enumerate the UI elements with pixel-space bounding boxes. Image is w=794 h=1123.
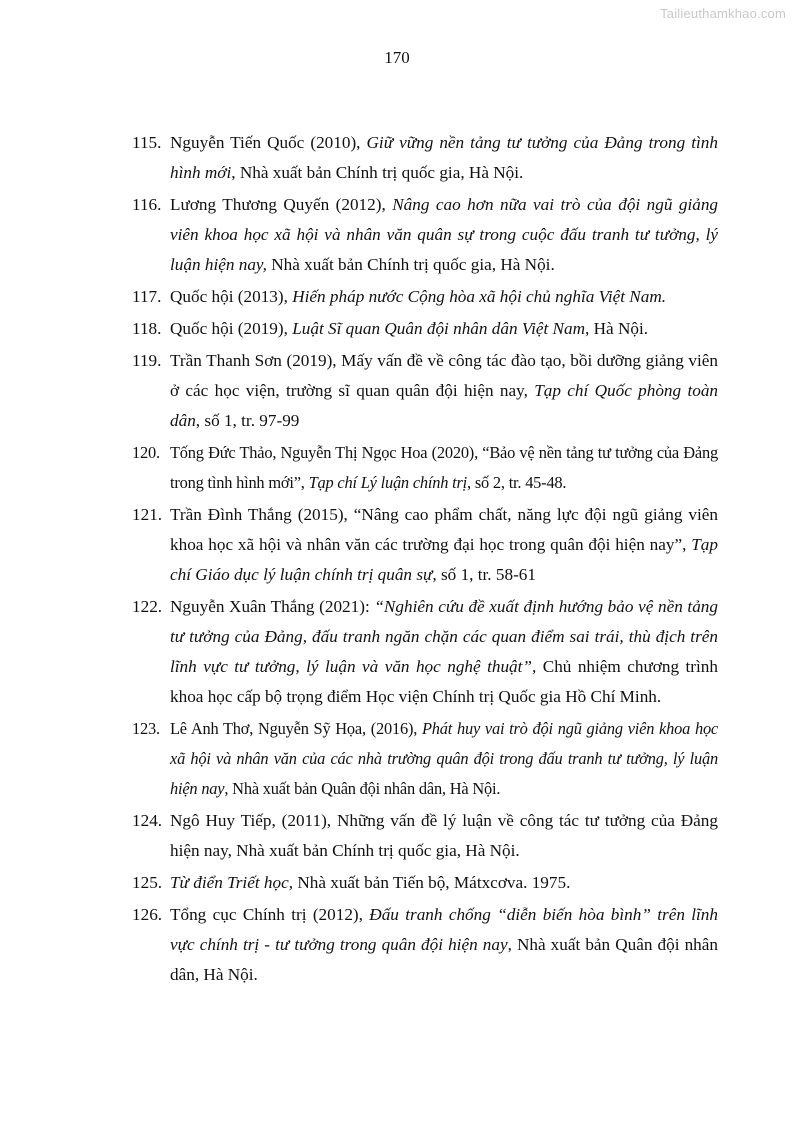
reference-text (170, 190, 718, 280)
reference-entry (132, 714, 718, 804)
reference-text (170, 314, 718, 344)
reference-number: 124. (132, 811, 163, 830)
reference-title-italic: Từ điển Triết học, (170, 873, 294, 892)
reference-text (170, 868, 718, 898)
reference-text-segment: , số 1, tr. 97-99 (195, 411, 300, 430)
reference-text-segment: Nhà xuất bản Chính trị quốc gia, Hà Nội. (266, 255, 555, 274)
reference-text (170, 346, 718, 436)
reference-number: 123. (132, 719, 160, 738)
reference-text-segment: , số 1, tr. 58-61 (432, 565, 536, 584)
reference-entry (132, 438, 718, 498)
reference-text-segment: Quốc hội (2019), (170, 319, 293, 338)
reference-list (132, 128, 718, 992)
reference-text-segment: , Nhà xuất bản Quân đội nhân dân, Hà Nội. (170, 935, 718, 984)
reference-text (170, 128, 718, 188)
reference-text (170, 500, 718, 590)
reference-number: 117. (132, 287, 162, 306)
reference-number: 125. (132, 873, 163, 892)
reference-number: 116. (132, 195, 162, 214)
reference-entry (132, 128, 718, 188)
reference-title-italic: Hiến pháp nước Cộng hòa xã hội chủ nghĩa Việt Nam. (292, 287, 667, 306)
reference-text-segment: Trần Đình Thắng (2015), “Nâng cao phẩm chất, năng lực đội ngũ giảng viên khoa học xã hội và nhân văn các trường đại học trong quân đội hiện nay”, (170, 505, 718, 554)
reference-text-segment: Tống Đức Thảo, Nguyễn Thị Ngọc Hoa (2020), “Bảo vệ nền tảng tư tưởng của Đảng trong tình hình mới”, (170, 443, 718, 492)
reference-text-segment: Lương Thương Quyến (2012), (170, 195, 393, 214)
reference-entry (132, 500, 718, 590)
reference-number: 115. (132, 133, 162, 152)
reference-title-italic: Tạp chí Quốc phòng toàn dân (170, 381, 719, 430)
reference-title-italic: Luật Sĩ quan Quân đội nhân dân Việt Nam (292, 319, 586, 338)
reference-text-segment: Chủ nhiệm chương trình khoa học cấp bộ trọng điểm Học viện Chính trị Quốc gia Hồ Chí Minh. (170, 657, 718, 706)
reference-text-segment: , Nhà xuất bản Chính trị quốc gia, Hà Nội. (231, 163, 524, 182)
reference-number: 121. (132, 505, 163, 524)
reference-text-segment: Quốc hội (2013), (170, 287, 293, 306)
reference-entry (132, 314, 718, 344)
reference-entry (132, 190, 718, 280)
reference-title-italic: Tạp chí Giáo dục lý luận chính trị quân sự (170, 535, 718, 584)
reference-text (170, 900, 718, 990)
reference-text-segment: Nguyễn Xuân Thắng (2021): (170, 597, 375, 616)
reference-text-segment: Tổng cục Chính trị (2012), (170, 905, 370, 924)
reference-entry (132, 592, 718, 712)
reference-number: 118. (132, 319, 162, 338)
reference-text (170, 806, 718, 866)
reference-title-italic: Nâng cao hơn nữa vai trò của đội ngũ giảng viên khoa học xã hội và nhân văn quân sự trong cuộc đấu tranh tư tưởng, lý luận hiện nay, (170, 195, 719, 274)
reference-entry (132, 900, 718, 990)
reference-title-italic: Đấu tranh chống “diễn biến hòa bình” trên lĩnh vực chính trị - tư tưởng trong quân đội hiện nay (170, 905, 718, 954)
reference-text-segment: Nhà xuất bản Tiến bộ, Mátxcơva. 1975. (293, 873, 571, 892)
reference-number: 119. (132, 351, 162, 370)
reference-text (170, 592, 718, 712)
reference-text-segment: Ngô Huy Tiếp, (2011), Những vấn đề lý luận về công tác tư tưởng của Đảng hiện nay, Nhà xuất bản Chính trị quốc gia, Hà Nội. (170, 811, 718, 860)
reference-entry (132, 806, 718, 866)
reference-text (170, 438, 718, 498)
reference-text (170, 282, 718, 312)
reference-text-segment: Trần Thanh Sơn (2019), Mấy vấn đề về công tác đào tạo, bồi dưỡng giảng viên ở các học viện, trường sĩ quan quân đội hiện nay, (170, 351, 718, 400)
reference-entry (132, 868, 718, 898)
reference-number: 126. (132, 905, 163, 924)
page-number: 170 (384, 48, 410, 67)
reference-title-italic: “Nghiên cứu đề xuất định hướng bảo vệ nền tảng tư tưởng của Đảng, đấu tranh ngăn chặn các quan điểm sai trái, thù địch trên lĩnh vực tư tưởng, lý luận và văn học nghệ thuật”, (170, 597, 718, 676)
reference-number: 122. (132, 597, 163, 616)
watermark-text: Tailieuthamkhao.com (660, 6, 786, 21)
reference-text-segment: , Nhà xuất bản Quân đội nhân dân, Hà Nội. (224, 779, 501, 798)
reference-text-segment: , Hà Nội. (585, 319, 649, 338)
reference-entry (132, 346, 718, 436)
reference-number: 120. (132, 443, 160, 462)
reference-title-italic: Tạp chí Lý luận chính trị (308, 473, 468, 492)
reference-text (170, 714, 718, 804)
reference-text-segment: Nguyễn Tiến Quốc (2010), (170, 133, 367, 152)
reference-entry (132, 282, 718, 312)
reference-title-italic: Giữ vững nền tảng tư tưởng của Đảng trong tình hình mới (170, 133, 718, 182)
reference-title-italic: Phát huy vai trò đội ngũ giảng viên khoa học xã hội và nhân văn của các nhà trường quân đội trong đấu tranh tư tưởng, lý luận hiện nay (170, 719, 719, 798)
reference-text-segment: Lê Anh Thơ, Nguyễn Sỹ Họa, (2016), (170, 719, 422, 738)
reference-text-segment: , số 2, tr. 45-48. (467, 473, 567, 492)
